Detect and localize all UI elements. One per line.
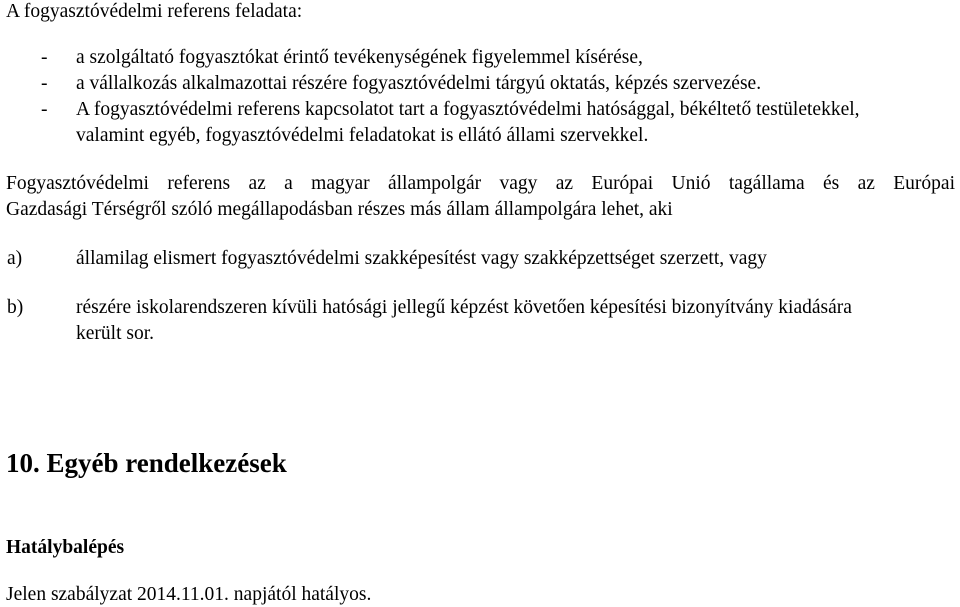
- intro-heading: A fogyasztóvédelmi referens feladata:: [6, 1, 303, 22]
- condition-letter: a): [7, 248, 23, 269]
- duty-text: a szolgáltató fogyasztókat érintő tevékenységének figyelemmel kísérése,: [76, 47, 643, 68]
- condition-text: részére iskolarendszeren kívüli hatósági jellegű képzést követően képesítési bizonyítvány kiadására: [76, 297, 852, 318]
- duty-text: A fogyasztóvédelmi referens kapcsolatot tart a fogyasztóvédelmi hatósággal, békéltető testületekkel,: [76, 99, 860, 120]
- duty-bullet: -: [41, 73, 48, 94]
- condition-text: államilag elismert fogyasztóvédelmi szakképesítést vagy szakképzettséget szerzett, vagy: [76, 248, 767, 269]
- section-title: 10. Egyéb rendelkezések: [6, 448, 287, 478]
- duty-text: valamint egyéb, fogyasztóvédelmi feladatokat is ellátó állami szervekkel.: [76, 125, 649, 146]
- condition-text: került sor.: [76, 323, 154, 344]
- effective-date-text: Jelen szabályzat 2014.11.01. napjától hatályos.: [6, 584, 372, 605]
- eligibility-paragraph-line: Fogyasztóvédelmi referens az a magyar állampolgár vagy az Európai Unió tagállama és az Európai: [6, 173, 955, 194]
- duty-bullet: -: [41, 99, 48, 120]
- condition-letter: b): [7, 297, 24, 318]
- eligibility-paragraph-line: Gazdasági Térségről szóló megállapodásban részes más állam állampolgára lehet, aki: [6, 199, 673, 220]
- duty-bullet: -: [41, 47, 48, 68]
- section-subheading: Hatálybalépés: [6, 537, 125, 558]
- duty-text: a vállalkozás alkalmazottai részére fogyasztóvédelmi tárgyú oktatás, képzés szervezése.: [76, 73, 762, 94]
